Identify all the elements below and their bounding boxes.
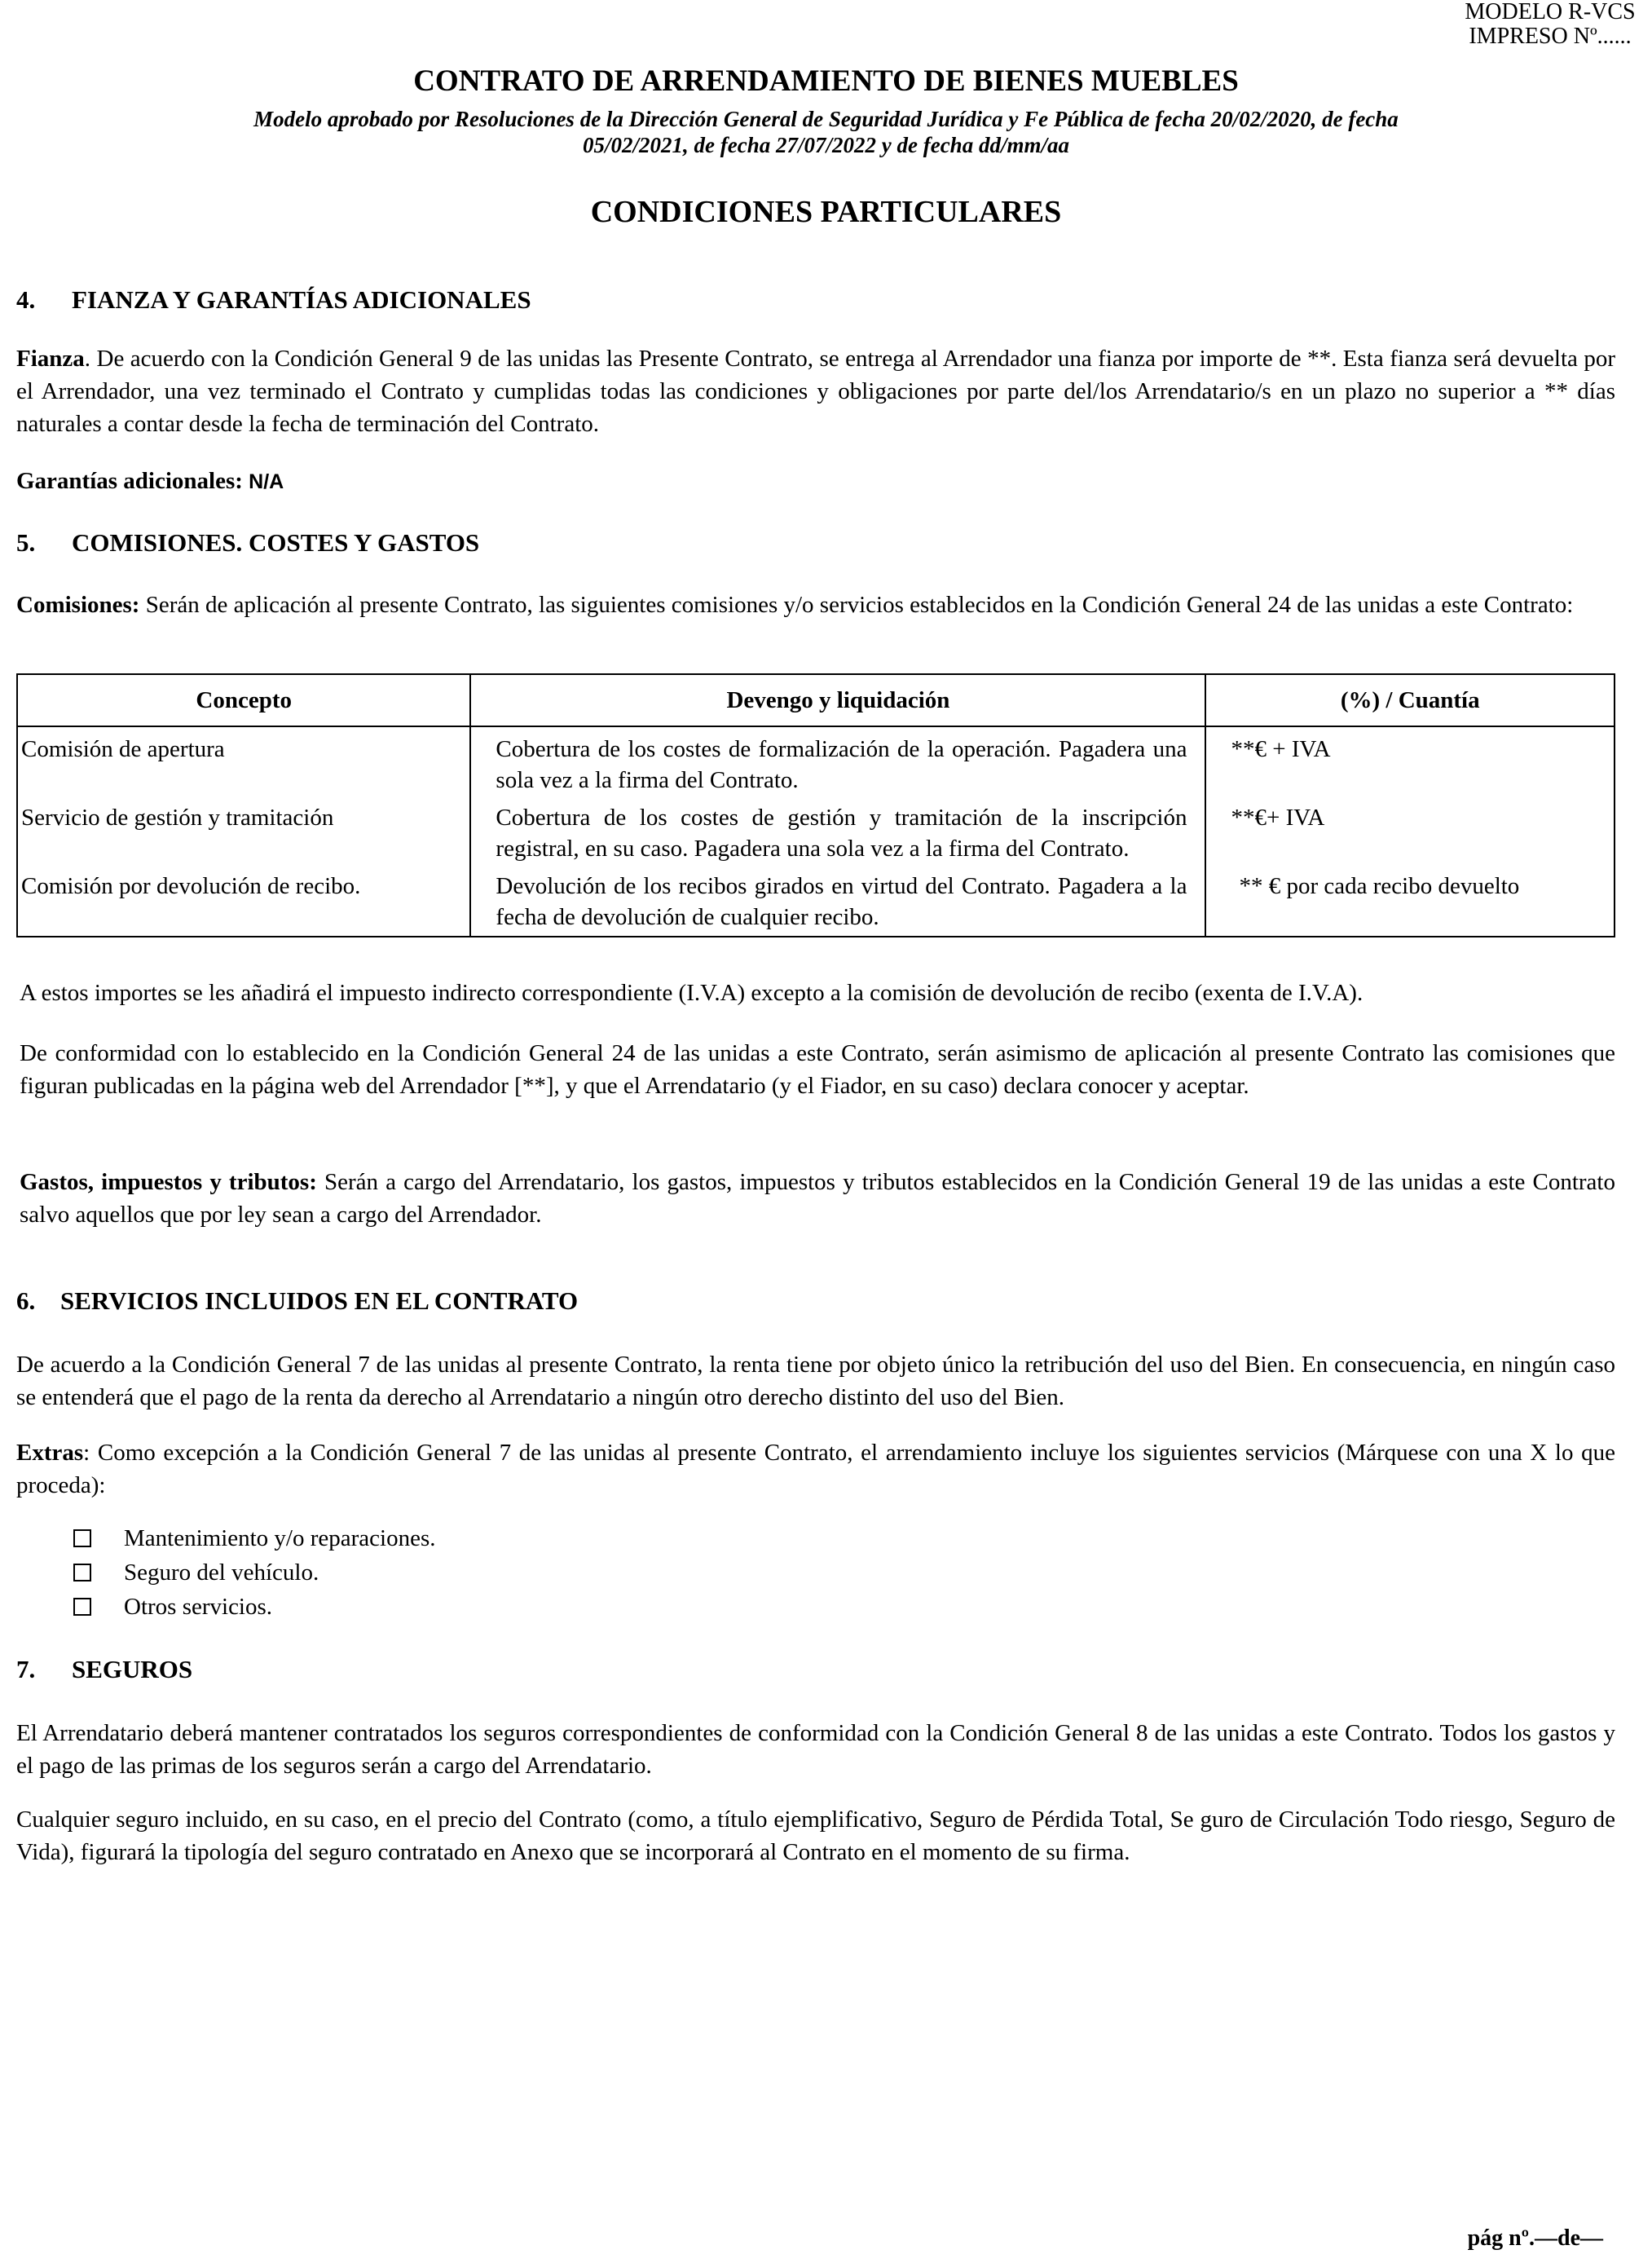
extras-text: : Como excepción a la Condición General 7 de las unidas al presente Contrato, el arrendamiento incluye los siguientes servicios (Márquese con una X lo que proceda): [16, 1440, 1615, 1498]
table-cell-concepto: Comisión de apertura [17, 726, 470, 796]
subtitle-line-1: Modelo aprobado por Resoluciones de la Dirección General de Seguridad Jurídica y Fe Pública de fecha 20/02/2020, de fecha [253, 107, 1399, 131]
checkbox-icon[interactable] [73, 1564, 91, 1581]
table-header-concepto: Concepto [17, 674, 470, 726]
table-header-cuantia: (%) / Cuantía [1205, 674, 1615, 726]
table-row [17, 796, 1615, 864]
option-label: Seguro del vehículo. [124, 1559, 319, 1586]
web-commissions-note: De conformidad con lo establecido en la Condición General 24 de las unidas a este Contrato, serán asimismo de aplicación al presente Contrato las comisiones que figuran publicadas en la página web del Arrendador [**], y que el Arrendatario (y el Fiador, en su caso) declara conocer y aceptar. [20, 1040, 1615, 1099]
section-5-title: COMISIONES. COSTES Y GASTOS [72, 528, 480, 557]
model-code: MODELO R-VCS [1465, 0, 1636, 24]
impreso-number: IMPRESO Nº...... [1469, 24, 1632, 49]
fianza-text: . De acuerdo con la Condición General 9 de las unidas las Presente Contrato, se entrega al Arrendador una fianza por importe de **. Esta fianza será devuelta por el Arrendador, una vez terminado el Contrato y cumplidas todas las condiciones y obligaciones por parte del/los Arrendatario/s en un plazo no superior a ** días naturales a contar desde la fecha de terminación del Contrato. [16, 346, 1615, 437]
section-7-number: 7. [16, 1655, 36, 1683]
fianza-paragraph [16, 342, 1615, 440]
table-cell-devengo: Cobertura de los costes de formalización de la operación. Pagadera una sola vez a la firma del Contrato. [470, 726, 1205, 796]
section-4-title: FIANZA Y GARANTÍAS ADICIONALES [72, 285, 531, 314]
section-5-number: 5. [16, 528, 36, 557]
comisiones-table [16, 673, 1615, 937]
seguros-paragraph-1: El Arrendatario deberá mantener contratados los seguros correspondientes de conformidad con la Condición General 8 de las unidas a este Contrato. Todos los gastos y el pago de las primas de los seguros serán a cargo del Arrendatario. [16, 1720, 1615, 1779]
section-6-heading [16, 1286, 578, 1316]
checkbox-icon[interactable] [73, 1529, 91, 1547]
option-label: Otros servicios. [124, 1594, 273, 1620]
table-header-row [17, 674, 1615, 726]
comisiones-paragraph [16, 589, 1615, 621]
table-cell-cuantia: **€ + IVA [1205, 726, 1615, 796]
extras-options [73, 1521, 436, 1624]
servicios-intro: De acuerdo a la Condición General 7 de las unidas al presente Contrato, la renta tiene por objeto único la retribución del uso del Bien. En consecuencia, en ningún caso se entenderá que el pago de la renta da derecho al Arrendatario a ningún otro derecho distinto del uso del Bien. [16, 1352, 1615, 1410]
page-number: pág nº.—de— [1467, 2226, 1603, 2251]
section-title: CONDICIONES PARTICULARES [590, 195, 1062, 229]
section-4-heading [16, 285, 531, 315]
table-header-devengo: Devengo y liquidación [470, 674, 1205, 726]
extras-paragraph [16, 1436, 1615, 1502]
table-cell-devengo: Cobertura de los costes de gestión y tramitación de la inscripción registral, en su caso. Pagadera una sola vez a la firma del Contrato. [470, 796, 1205, 864]
comisiones-label: Comisiones: [16, 592, 140, 618]
gastos-text: Serán a cargo del Arrendatario, los gastos, impuestos y tributos establecidos en la Condición General 19 de las unidas a este Contrato salvo aquellos que por ley sean a cargo del Arrendador. [20, 1169, 1615, 1228]
checkbox-icon[interactable] [73, 1598, 91, 1616]
table-row [17, 864, 1615, 937]
subtitle-line-2: 05/02/2021, de fecha 27/07/2022 y de fecha dd/mm/aa [583, 133, 1069, 157]
table-cell-cuantia: **€+ IVA [1205, 796, 1615, 864]
table-cell-cuantia: ** € por cada recibo devuelto [1205, 864, 1615, 937]
table-cell-concepto: Servicio de gestión y tramitación [17, 796, 470, 864]
comisiones-text: Serán de aplicación al presente Contrato, las siguientes comisiones y/o servicios establecidos en la Condición General 24 de las unidas a este Contrato: [139, 592, 1574, 618]
garantias-paragraph [16, 465, 1615, 498]
document-subtitle [163, 106, 1489, 158]
gastos-paragraph [20, 1166, 1615, 1231]
garantias-value: N/A [249, 470, 284, 493]
fianza-label: Fianza [16, 346, 85, 372]
option-label: Mantenimiento y/o reparaciones. [124, 1525, 436, 1551]
seguros-paragraph-2: Cualquier seguro incluido, en su caso, en el precio del Contrato (como, a título ejemplificativo, Seguro de Pérdida Total, Se guro de Circulación Todo riesgo, Seguro de Vida), figurará la tipología del seguro contratado en Anexo que se incorporará al Contrato en el momento de su firma. [16, 1806, 1615, 1865]
section-6-number: 6. [16, 1286, 36, 1315]
section-4-number: 4. [16, 285, 36, 314]
section-6-title: SERVICIOS INCLUIDOS EN EL CONTRATO [60, 1286, 579, 1315]
section-7-heading [16, 1655, 192, 1684]
model-identifier [1452, 0, 1648, 49]
table-row [17, 726, 1615, 796]
document-title: CONTRATO DE ARRENDAMIENTO DE BIENES MUEBLES [413, 64, 1239, 98]
gastos-label: Gastos, impuestos y tributos: [20, 1169, 317, 1195]
garantias-label: Garantías adicionales: [16, 468, 243, 494]
extras-label: Extras [16, 1440, 84, 1466]
section-7-title: SEGUROS [72, 1655, 193, 1683]
table-cell-devengo: Devolución de los recibos girados en virtud del Contrato. Pagadera a la fecha de devolución de cualquier recibo. [470, 864, 1205, 937]
option-otros-servicios[interactable] [73, 1590, 436, 1624]
iva-note: A estos importes se les añadirá el impuesto indirecto correspondiente (I.V.A) excepto a la comisión de devolución de recibo (exenta de I.V.A). [20, 980, 1363, 1006]
option-seguro-vehiculo[interactable] [73, 1555, 436, 1590]
table-cell-concepto: Comisión por devolución de recibo. [17, 864, 470, 937]
option-mantenimiento[interactable] [73, 1521, 436, 1555]
section-5-heading [16, 528, 479, 558]
